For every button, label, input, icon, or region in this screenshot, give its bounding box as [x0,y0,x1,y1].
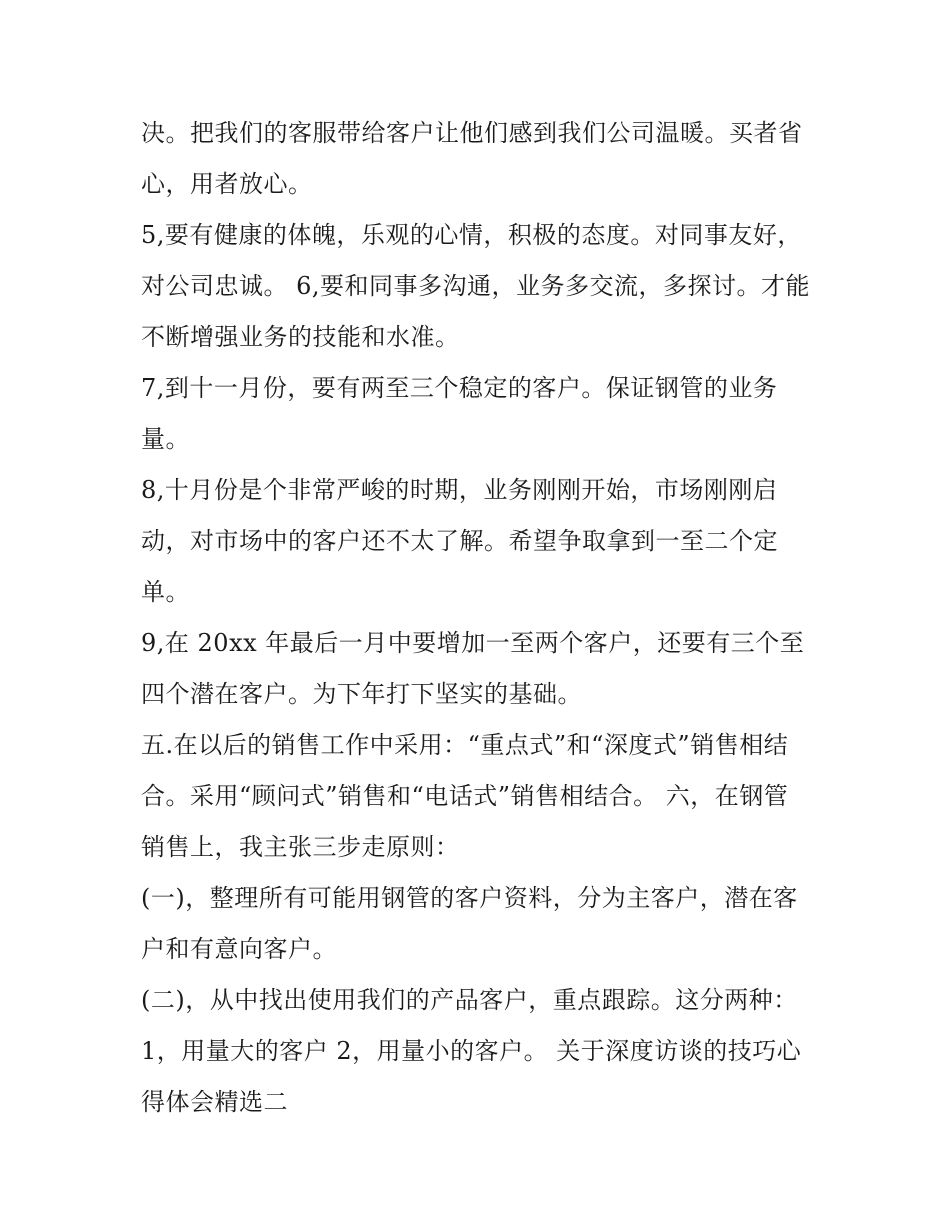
text-line: 户和有意向客户。 [141,935,337,963]
text-line: 单。 [141,578,190,606]
text-line: 8,十月份是个非常严峻的时期，业务刚刚开始，市场刚刚启 [141,476,778,504]
text-line: 5,要有健康的体魄，乐观的心情，积极的态度。对同事友好， [141,221,802,249]
text-line: 销售上，我主张三步走原则： [141,833,460,861]
text-line: 7,到十一月份，要有两至三个稳定的客户。保证钢管的业务 [141,374,778,402]
text-line: 得体会精选二 [141,1088,288,1116]
text-line: 合。采用“顾问式”销售和“电话式”销售相结合。 六，在钢管 [141,782,789,810]
text-line: (二)，从中找出使用我们的产品客户，重点跟踪。这分两种： [141,986,798,1014]
text-line: 不断增强业务的技能和水准。 [141,323,460,351]
text-line: 动，对市场中的客户还不太了解。希望争取拿到一至二个定 [141,527,778,555]
text-line: 五.在以后的销售工作中采用：“重点式”和“深度式”销售相结 [141,731,789,759]
text-line: 决。把我们的客服带给客户让他们感到我们公司温暖。买者省 [141,119,803,147]
text-line: 1，用量大的客户 2，用量小的客户。 关于深度访谈的技巧心 [141,1037,802,1065]
text-line: (一)，整理所有可能用钢管的客户资料，分为主客户，潜在客 [141,884,798,912]
text-line: 心，用者放心。 [141,170,313,198]
text-line: 对公司忠诚。 6,要和同事多沟通，业务多交流，多探讨。才能 [141,272,811,300]
text-line: 量。 [141,425,190,453]
body-text [141,108,821,1128]
text-line: 9,在 20xx 年最后一月中要增加一至两个客户，还要有三个至 [141,629,805,657]
text-line: 四个潜在客户。为下年打下坚实的基础。 [141,680,582,708]
